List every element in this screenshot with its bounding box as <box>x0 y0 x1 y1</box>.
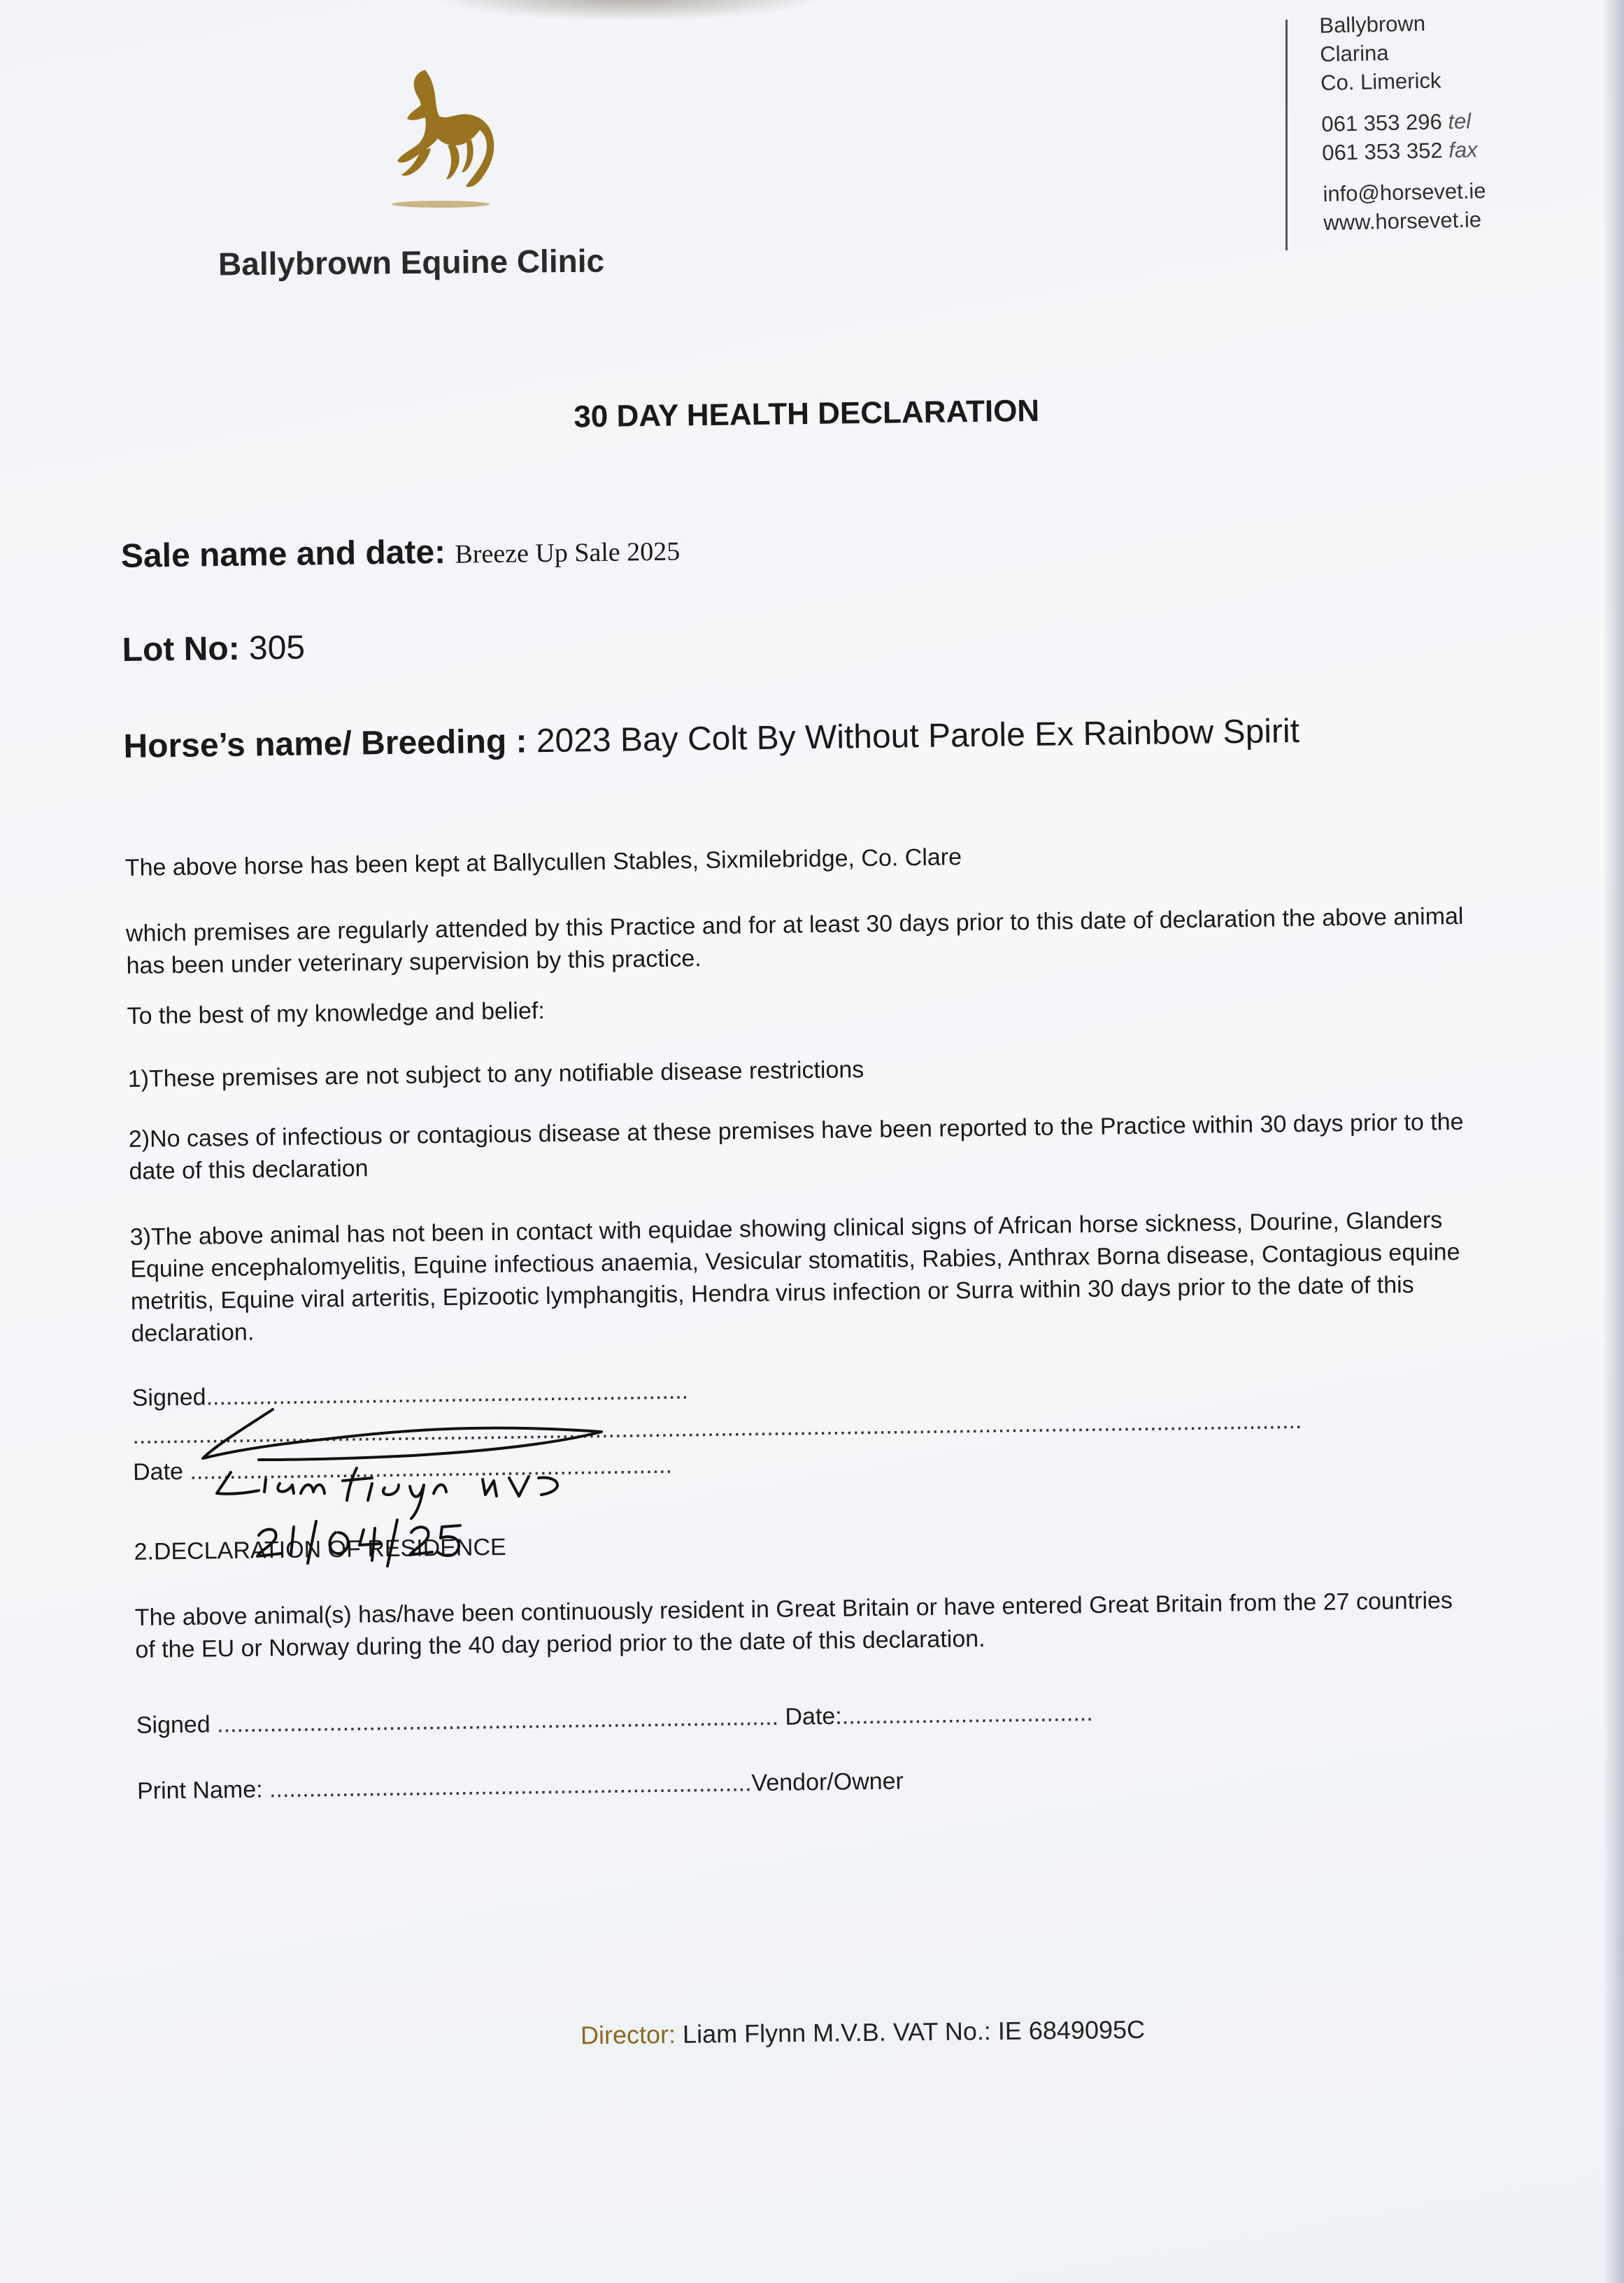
point-1: 1)These premises are not subject to any notifiable disease restrictions <box>127 1056 864 1093</box>
address-line-1: Ballybrown <box>1319 10 1426 38</box>
sale-value: Breeze Up Sale 2025 <box>455 536 681 569</box>
sale-field <box>121 530 681 576</box>
director-label: Director: <box>580 2019 676 2050</box>
residence-heading: 2.DECLARATION OF RESIDENCE <box>134 1533 506 1565</box>
residence-signed-label: Signed <box>136 1711 211 1739</box>
tel-line <box>1321 106 1485 138</box>
lot-field <box>122 629 305 669</box>
knowledge-paragraph: To the best of my knowledge and belief: <box>127 997 546 1030</box>
address-line-2: Clarina <box>1319 40 1389 66</box>
address-divider <box>1285 20 1288 250</box>
date-label: Date <box>132 1458 184 1486</box>
page-edge-shadow <box>1603 0 1624 2283</box>
lot-label: Lot No: <box>122 630 240 669</box>
footer-director <box>580 2015 1145 2050</box>
website: www.horsevet.ie <box>1323 207 1482 235</box>
horse-field <box>123 712 1299 766</box>
address-block <box>1319 8 1487 237</box>
sale-label: Sale name and date: <box>120 533 446 575</box>
tel-number: 061 353 296 <box>1321 109 1443 136</box>
signed-label: Signed <box>131 1384 206 1411</box>
lot-value: 305 <box>248 629 306 667</box>
signed-line: Signed......................................................................... <box>131 1377 689 1411</box>
email: info@horsevet.ie <box>1323 178 1486 206</box>
document-title: 30 DAY HEALTH DECLARATION <box>574 393 1040 434</box>
finger-shadow <box>434 0 825 21</box>
premises-paragraph: which premises are regularly attended by this Practice and for at least 30 days prior to this date of declaration the above animal has been under veterinary supervision by this practice. <box>125 902 1464 979</box>
point-3: 3)The above animal has not been in contact with equidae showing clinical signs of African horse sickness, Dourine, Glanders Equine encephalomyelitis, Equine infectious anaemia, Vesicular stomatitis, Rabies, Anthrax Borna disease, Contagious equine metritis, Equine viral arteritis, Epizootic lymphangitis, Hendra virus infection or Surra within 30 days prior to the date of this declaration. <box>129 1207 1460 1347</box>
vendor-label: Vendor/Owner <box>751 1768 904 1797</box>
print-name-line: Print Name: .........................................................................Vendor/Owner <box>136 1768 904 1805</box>
residence-signed-line: Signed ..................................................................................... Date:...................................... <box>136 1699 1093 1739</box>
horse-logo-icon <box>343 63 511 231</box>
residence-date-label: Date: <box>785 1702 842 1730</box>
clinic-name: Ballybrown Equine Clinic <box>218 242 605 283</box>
horse-value: 2023 Bay Colt By Without Parole Ex Rainbow Spirit <box>536 712 1300 760</box>
point-2: 2)No cases of infectious or contagious disease at these premises have been reported to the Practice within 30 days prior to the date of this declaration <box>128 1108 1464 1185</box>
fax-number: 061 353 352 <box>1321 138 1443 165</box>
residence-paragraph: The above animal(s) has/have been continuously resident in Great Britain or have entered Great Britain from the 27 countries of the EU or Norway during the 40 day period prior to the date of this declaration. <box>134 1587 1453 1663</box>
tel-label: tel <box>1448 108 1472 134</box>
signed-dotted-line: ................................................................................................................................................................................. <box>132 1407 1302 1449</box>
kept-paragraph: The above horse has been kept at Ballycullen Stables, Sixmilebridge, Co. Clare <box>124 844 962 881</box>
declaration-content <box>119 380 1483 1805</box>
date-line: Date ......................................................................... <box>132 1451 673 1486</box>
print-name-label: Print Name: <box>136 1776 263 1805</box>
address-line-3: Co. Limerick <box>1320 68 1441 95</box>
fax-label: fax <box>1448 137 1478 163</box>
fax-line <box>1322 135 1486 167</box>
director-text: Liam Flynn M.V.B. VAT No.: IE 6849095C <box>682 2014 1146 2049</box>
handwritten-signature <box>189 1395 636 1570</box>
horse-label: Horse’s name/ Breeding : <box>123 723 527 765</box>
